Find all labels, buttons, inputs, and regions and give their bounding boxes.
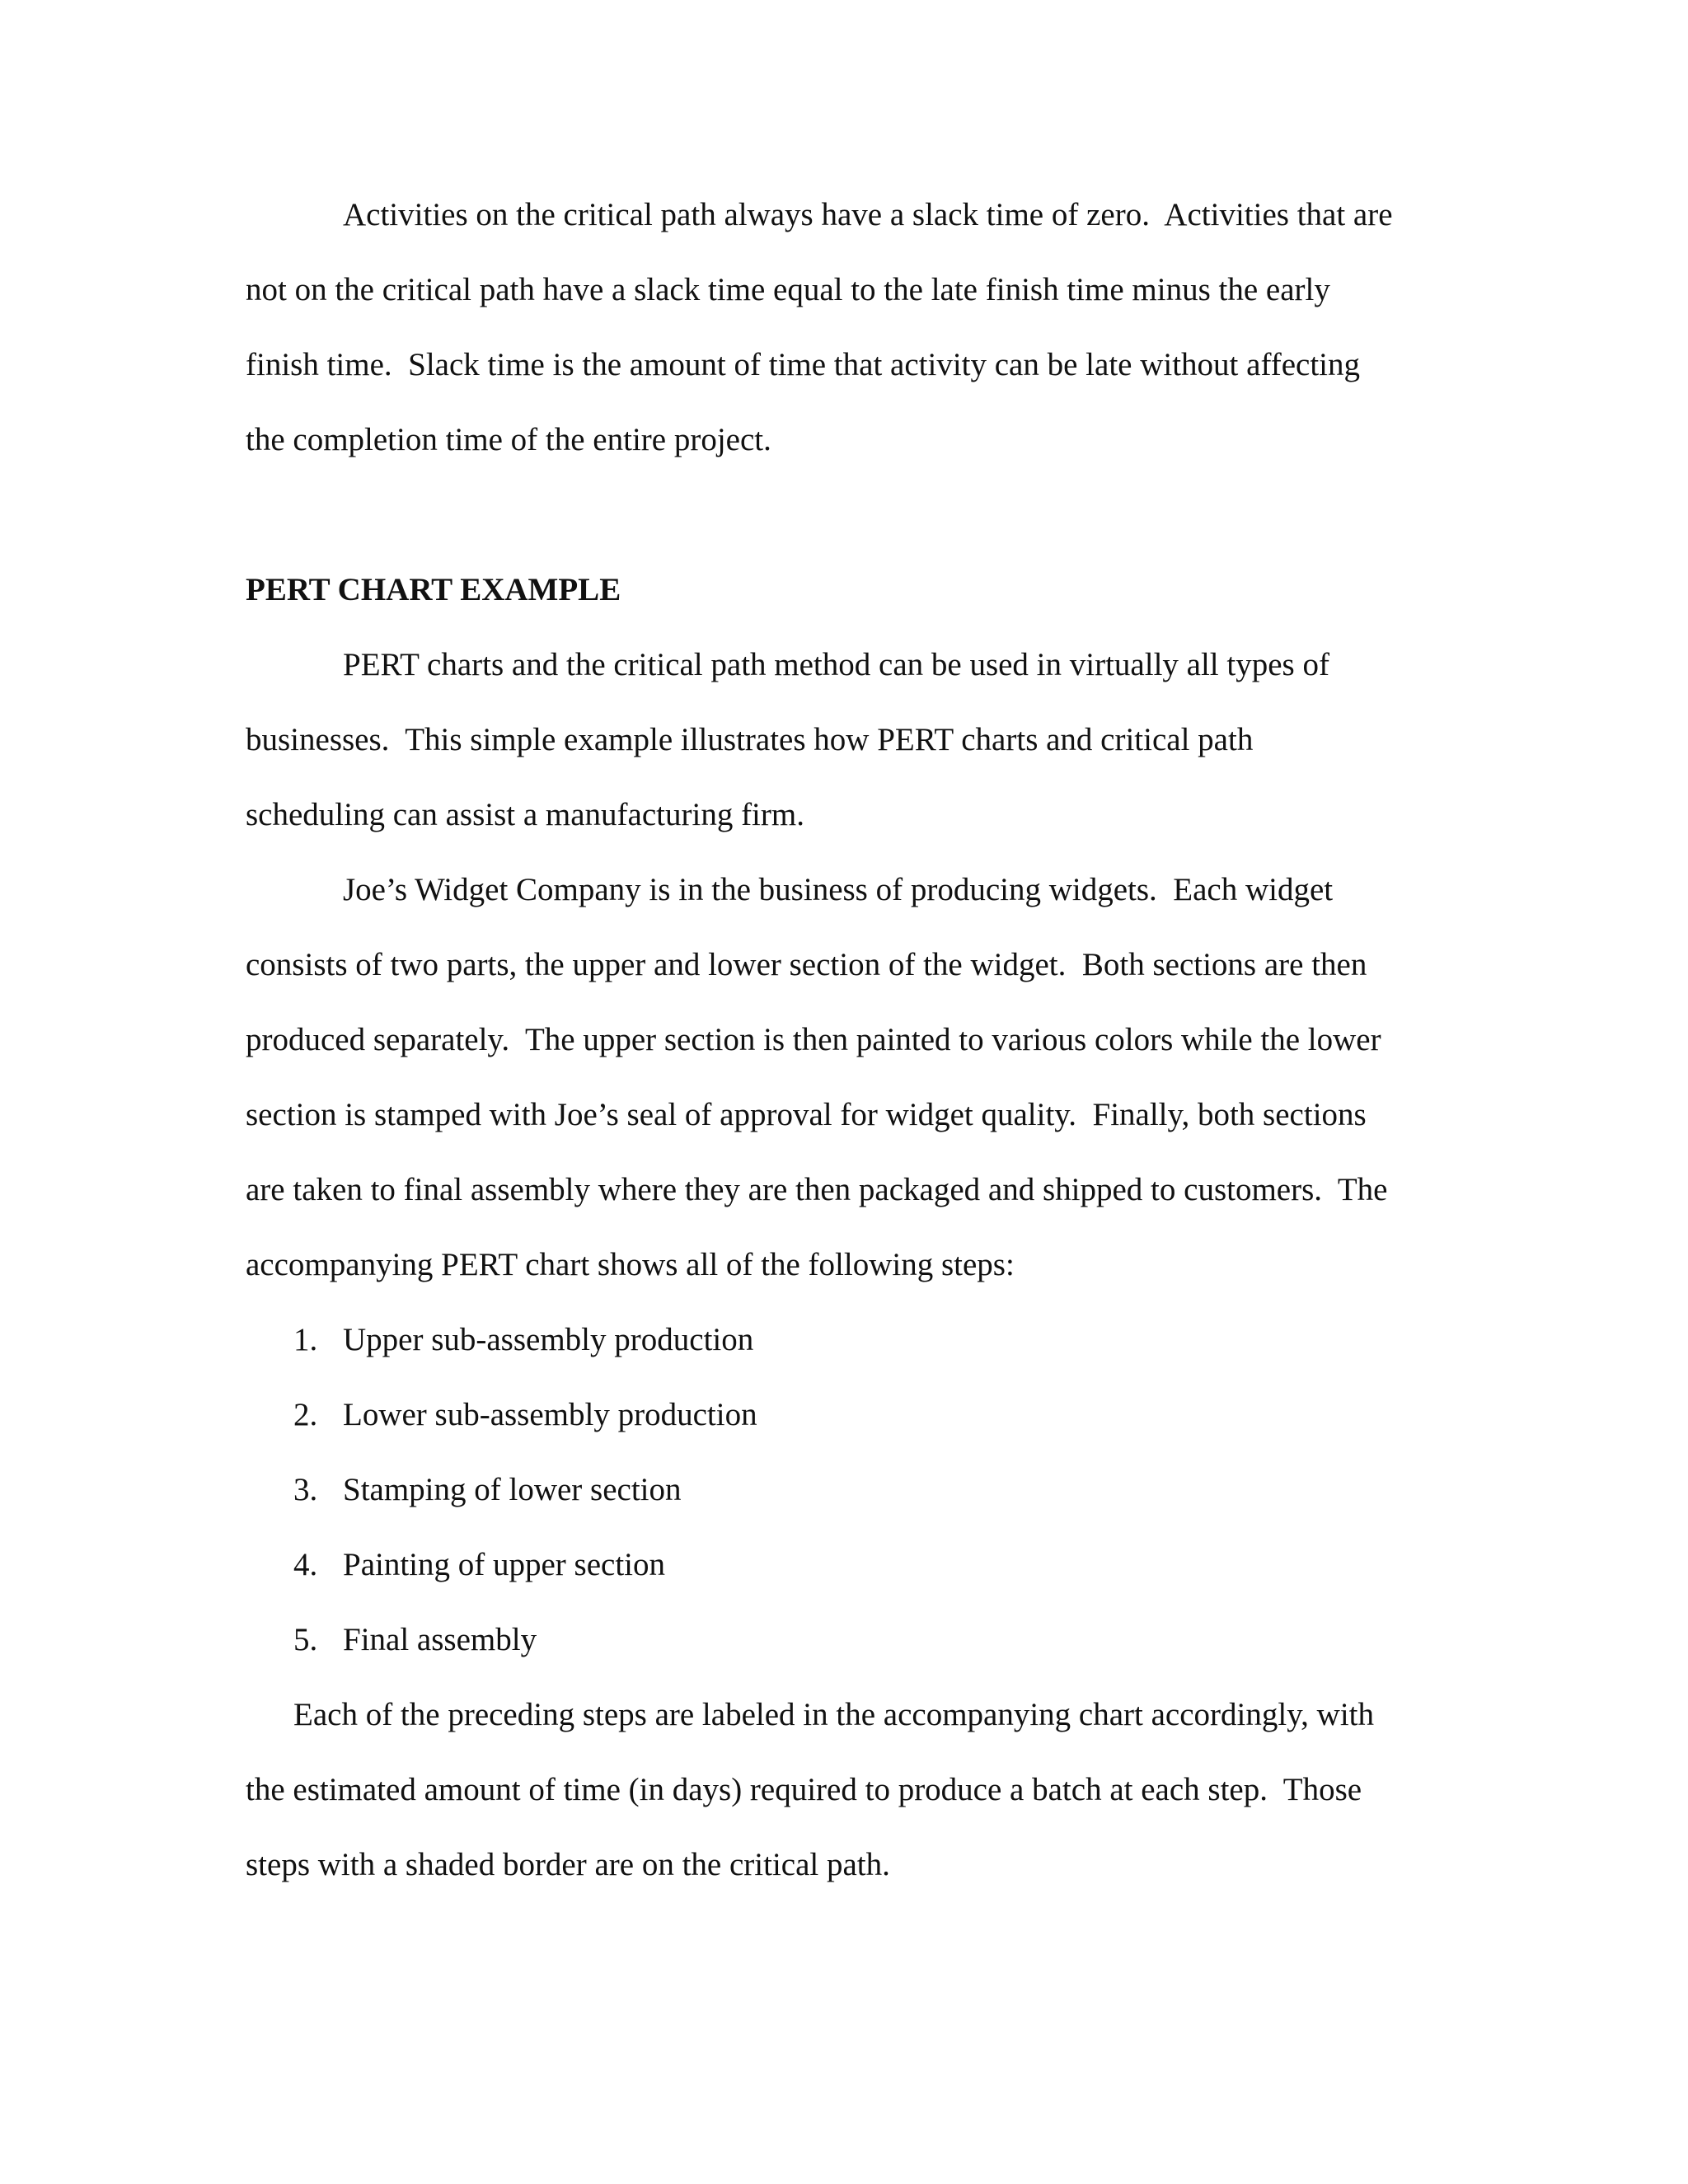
list-item-text: Final assembly: [343, 1622, 537, 1657]
list-item-text: Stamping of lower section: [343, 1472, 682, 1507]
list-item-number: 2.: [293, 1397, 318, 1432]
paragraph-2-line-1: PERT charts and the critical path method can be used in virtually all types of: [343, 647, 1329, 682]
paragraph-3-line-6: accompanying PERT chart shows all of the following steps:: [246, 1247, 1015, 1282]
paragraph-4-line-3: steps with a shaded border are on the critical path.: [246, 1847, 890, 1882]
paragraph-3-line-3: produced separately. The upper section is then painted to various colors while the lower: [246, 1022, 1381, 1057]
paragraph-1-line-3: finish time. Slack time is the amount of time that activity can be late without affecting: [246, 347, 1361, 382]
paragraph-1-line-1: Activities on the critical path always have a slack time of zero. Activities that are: [343, 197, 1393, 232]
paragraph-2-line-2: businesses. This simple example illustrates how PERT charts and critical path: [246, 722, 1254, 757]
paragraph-3-line-5: are taken to final assembly where they are then packaged and shipped to customers. The: [246, 1172, 1388, 1207]
list-item-number: 4.: [293, 1547, 318, 1582]
list-item-number: 3.: [293, 1472, 318, 1507]
list-item-number: 1.: [293, 1322, 318, 1357]
paragraph-4-line-1: Each of the preceding steps are labeled in the accompanying chart accordingly, with: [293, 1697, 1375, 1732]
section-heading: PERT CHART EXAMPLE: [246, 572, 621, 607]
list-item-text: Lower sub-assembly production: [343, 1397, 757, 1432]
paragraph-3-line-2: consists of two parts, the upper and lower section of the widget. Both sections are then: [246, 947, 1367, 982]
list-item-text: Upper sub-assembly production: [343, 1322, 754, 1357]
list-item-number: 5.: [293, 1622, 318, 1657]
paragraph-1-line-4: the completion time of the entire project.: [246, 422, 771, 457]
list-item-text: Painting of upper section: [343, 1547, 666, 1582]
paragraph-1-line-2: not on the critical path have a slack time equal to the late finish time minus the early: [246, 272, 1330, 307]
paragraph-2-line-3: scheduling can assist a manufacturing firm.: [246, 797, 804, 832]
paragraph-3-line-1: Joe’s Widget Company is in the business of producing widgets. Each widget: [343, 872, 1334, 907]
paragraph-4-line-2: the estimated amount of time (in days) required to produce a batch at each step. Those: [246, 1772, 1362, 1807]
paragraph-3-line-4: section is stamped with Joe’s seal of approval for widget quality. Finally, both sections: [246, 1097, 1367, 1132]
